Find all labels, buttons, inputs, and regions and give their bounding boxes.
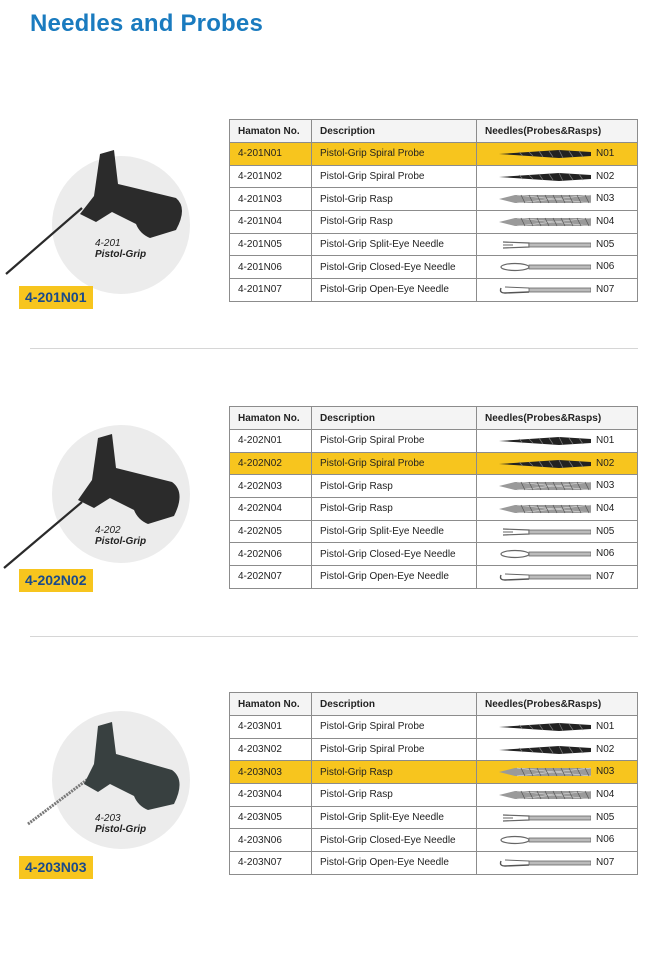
pistol-grip-tool-icon bbox=[0, 398, 200, 598]
description-cell: Pistol-Grip Split-Eye Needle bbox=[312, 806, 477, 829]
part-number-cell: 4-201N02 bbox=[230, 165, 312, 188]
needle-cell bbox=[477, 256, 638, 279]
part-number-cell: 4-203N01 bbox=[230, 716, 312, 739]
tool-grip-label: Pistol-Grip bbox=[95, 824, 147, 835]
description-cell: Pistol-Grip Open-Eye Needle bbox=[312, 852, 477, 875]
needle-cell bbox=[477, 543, 638, 566]
needle-code: N06 bbox=[596, 261, 615, 273]
part-number-cell: 4-203N06 bbox=[230, 829, 312, 852]
description-cell: Pistol-Grip Closed-Eye Needle bbox=[312, 543, 477, 566]
product-section-4-201 bbox=[0, 112, 666, 382]
table-row bbox=[230, 165, 638, 188]
table-row bbox=[230, 738, 638, 761]
needle-code: N01 bbox=[596, 435, 615, 446]
needle-cell bbox=[477, 520, 638, 543]
needle-code: N04 bbox=[596, 789, 615, 801]
table-row bbox=[230, 452, 638, 475]
needle-cell bbox=[477, 498, 638, 521]
needle-cell bbox=[477, 233, 638, 256]
description-cell: Pistol-Grip Rasp bbox=[312, 498, 477, 521]
needle-cell bbox=[477, 784, 638, 807]
table-row bbox=[230, 806, 638, 829]
description-cell: Pistol-Grip Closed-Eye Needle bbox=[312, 256, 477, 279]
column-header-description: Description bbox=[312, 693, 477, 716]
tool-caption bbox=[95, 525, 146, 547]
needle-cell bbox=[477, 452, 638, 475]
needle-code: N02 bbox=[596, 457, 615, 469]
needle-code: N05 bbox=[596, 525, 615, 537]
needle-code: N07 bbox=[596, 857, 615, 869]
table-row bbox=[230, 852, 638, 875]
tool-grip-label: Pistol-Grip bbox=[95, 536, 147, 547]
part-number-cell: 4-202N03 bbox=[230, 475, 312, 498]
description-cell: Pistol-Grip Spiral Probe bbox=[312, 165, 477, 188]
description-cell: Pistol-Grip Open-Eye Needle bbox=[312, 279, 477, 302]
table-row bbox=[230, 784, 638, 807]
needle-cell bbox=[477, 716, 638, 739]
needle-cell bbox=[477, 806, 638, 829]
product-section-4-202 bbox=[0, 398, 666, 668]
column-header-description: Description bbox=[312, 120, 477, 143]
description-cell: Pistol-Grip Rasp bbox=[312, 188, 477, 211]
needle-code: N05 bbox=[596, 811, 615, 823]
table-header-row bbox=[230, 120, 638, 143]
tool-model-label: 4-203 bbox=[95, 813, 121, 824]
part-number-cell: 4-201N05 bbox=[230, 233, 312, 256]
section-divider bbox=[30, 636, 638, 637]
needle-cell bbox=[477, 761, 638, 784]
table-row bbox=[230, 716, 638, 739]
description-cell: Pistol-Grip Rasp bbox=[312, 784, 477, 807]
description-cell: Pistol-Grip Split-Eye Needle bbox=[312, 520, 477, 543]
description-cell: Pistol-Grip Rasp bbox=[312, 211, 477, 234]
column-header-needles: Needles(Probes&Rasps) bbox=[477, 693, 638, 716]
parts-table bbox=[229, 119, 638, 302]
pistol-grip-tool-icon bbox=[0, 684, 200, 884]
description-cell: Pistol-Grip Rasp bbox=[312, 475, 477, 498]
description-cell: Pistol-Grip Spiral Probe bbox=[312, 452, 477, 475]
part-number-cell: 4-203N02 bbox=[230, 738, 312, 761]
part-number-cell: 4-203N07 bbox=[230, 852, 312, 875]
part-number-cell: 4-201N06 bbox=[230, 256, 312, 279]
column-header-hamaton: Hamaton No. bbox=[230, 407, 312, 430]
part-number-cell: 4-202N06 bbox=[230, 543, 312, 566]
parts-table bbox=[229, 406, 638, 589]
part-number-cell: 4-201N04 bbox=[230, 211, 312, 234]
part-number-cell: 4-202N04 bbox=[230, 498, 312, 521]
table-row bbox=[230, 520, 638, 543]
part-number-cell: 4-203N03 bbox=[230, 761, 312, 784]
needle-cell bbox=[477, 211, 638, 234]
needle-code: N03 bbox=[596, 766, 615, 778]
table-row bbox=[230, 543, 638, 566]
needle-cell bbox=[477, 430, 638, 453]
section-divider bbox=[30, 348, 638, 349]
description-cell: Pistol-Grip Open-Eye Needle bbox=[312, 566, 477, 589]
needle-code: N06 bbox=[596, 548, 615, 560]
pistol-grip-tool-icon bbox=[0, 112, 200, 312]
column-header-hamaton: Hamaton No. bbox=[230, 120, 312, 143]
tool-model-label: 4-202 bbox=[95, 525, 121, 536]
description-cell: Pistol-Grip Split-Eye Needle bbox=[312, 233, 477, 256]
table-header-row bbox=[230, 693, 638, 716]
description-cell: Pistol-Grip Spiral Probe bbox=[312, 738, 477, 761]
description-cell: Pistol-Grip Spiral Probe bbox=[312, 143, 477, 166]
needle-cell bbox=[477, 165, 638, 188]
table-row bbox=[230, 475, 638, 498]
tool-caption bbox=[95, 238, 146, 260]
table-row bbox=[230, 430, 638, 453]
needle-cell bbox=[477, 829, 638, 852]
model-badge: 4-202N02 bbox=[19, 569, 93, 592]
part-number-cell: 4-202N01 bbox=[230, 430, 312, 453]
needle-code: N01 bbox=[596, 721, 615, 732]
table-row bbox=[230, 256, 638, 279]
table-row bbox=[230, 761, 638, 784]
needle-cell bbox=[477, 475, 638, 498]
part-number-cell: 4-201N01 bbox=[230, 143, 312, 166]
needle-cell bbox=[477, 279, 638, 302]
needle-cell bbox=[477, 852, 638, 875]
product-section-4-203 bbox=[0, 684, 666, 954]
column-header-needles: Needles(Probes&Rasps) bbox=[477, 120, 638, 143]
needle-code: N02 bbox=[596, 170, 615, 182]
description-cell: Pistol-Grip Spiral Probe bbox=[312, 430, 477, 453]
part-number-cell: 4-201N03 bbox=[230, 188, 312, 211]
part-number-cell: 4-201N07 bbox=[230, 279, 312, 302]
model-badge: 4-203N03 bbox=[19, 856, 93, 879]
column-header-hamaton: Hamaton No. bbox=[230, 693, 312, 716]
column-header-needles: Needles(Probes&Rasps) bbox=[477, 407, 638, 430]
description-cell: Pistol-Grip Rasp bbox=[312, 761, 477, 784]
needle-code: N07 bbox=[596, 284, 615, 296]
needle-cell bbox=[477, 143, 638, 166]
needle-code: N04 bbox=[596, 216, 615, 228]
model-badge: 4-201N01 bbox=[19, 286, 93, 309]
needle-cell bbox=[477, 566, 638, 589]
part-number-cell: 4-202N02 bbox=[230, 452, 312, 475]
table-row bbox=[230, 233, 638, 256]
part-number-cell: 4-203N04 bbox=[230, 784, 312, 807]
needle-code: N05 bbox=[596, 238, 615, 250]
tool-grip-label: Pistol-Grip bbox=[95, 249, 147, 260]
needle-cell bbox=[477, 188, 638, 211]
table-row bbox=[230, 211, 638, 234]
part-number-cell: 4-202N05 bbox=[230, 520, 312, 543]
column-header-description: Description bbox=[312, 407, 477, 430]
needle-code: N04 bbox=[596, 503, 615, 515]
tool-model-label: 4-201 bbox=[95, 238, 121, 249]
table-header-row bbox=[230, 407, 638, 430]
parts-table bbox=[229, 692, 638, 875]
table-row bbox=[230, 279, 638, 302]
description-cell: Pistol-Grip Closed-Eye Needle bbox=[312, 829, 477, 852]
needle-code: N03 bbox=[596, 480, 615, 492]
page-title: Needles and Probes bbox=[30, 10, 264, 37]
table-row bbox=[230, 829, 638, 852]
table-row bbox=[230, 566, 638, 589]
needle-cell bbox=[477, 738, 638, 761]
table-row bbox=[230, 188, 638, 211]
needle-code: N02 bbox=[596, 743, 615, 755]
tool-caption bbox=[95, 813, 146, 835]
needle-code: N01 bbox=[596, 148, 615, 159]
part-number-cell: 4-202N07 bbox=[230, 566, 312, 589]
part-number-cell: 4-203N05 bbox=[230, 806, 312, 829]
table-row bbox=[230, 143, 638, 166]
description-cell: Pistol-Grip Spiral Probe bbox=[312, 716, 477, 739]
table-row bbox=[230, 498, 638, 521]
needle-code: N07 bbox=[596, 571, 615, 583]
needle-code: N03 bbox=[596, 193, 615, 205]
needle-code: N06 bbox=[596, 834, 615, 846]
